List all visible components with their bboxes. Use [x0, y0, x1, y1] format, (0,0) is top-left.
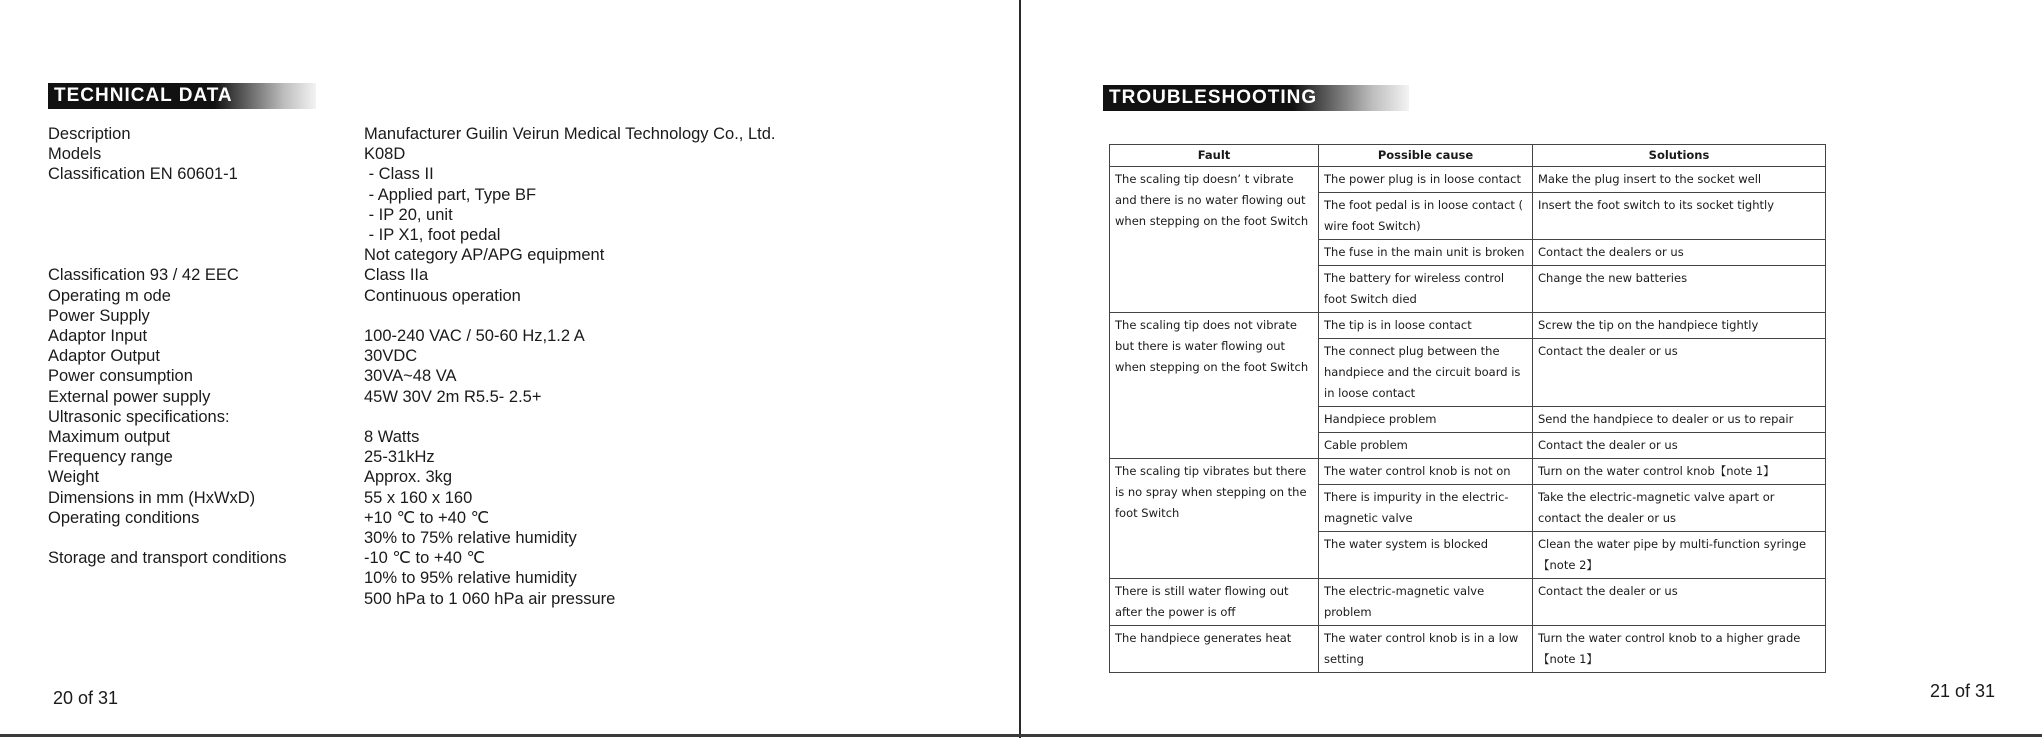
cause-cell: Cable problem: [1319, 433, 1533, 459]
spec-label: Maximum output: [48, 428, 170, 446]
page-right: [1021, 0, 2042, 738]
cause-cell: The power plug is in loose contact: [1319, 167, 1533, 193]
cause-cell: The fuse in the main unit is broken: [1319, 240, 1533, 266]
table-row: [1110, 459, 1826, 485]
spec-label: Dimensions in mm (HxWxD): [48, 488, 256, 507]
troubleshooting-table: [1109, 144, 1826, 673]
table-row: [1110, 313, 1826, 339]
spec-label: Operating m ode: [48, 286, 171, 305]
spec-label: External power supply: [48, 387, 211, 406]
cause-cell: The water system is blocked: [1319, 532, 1533, 579]
cause-cell: The connect plug between the handpiece and the circuit board is in loose contact: [1319, 339, 1533, 407]
spec-value: 500 hPa to 1 060 hPa air pressure: [364, 589, 616, 608]
spec-value: 25-31kHz: [364, 448, 435, 467]
page-number-right: 21 of 31: [1930, 681, 1996, 701]
solution-cell: Turn the water control knob to a higher grade【note 1】: [1533, 626, 1826, 673]
solution-cell: Turn on the water control knob【note 1】: [1533, 459, 1826, 485]
spec-value: K08D: [364, 145, 406, 164]
spec-value: 45W 30V 2m R5.5- 2.5+: [364, 387, 542, 406]
spec-label: Models: [48, 145, 102, 164]
cause-cell: The foot pedal is in loose contact ( wire foot Switch): [1319, 193, 1533, 240]
spec-value: 55 x 160 x 160: [364, 488, 473, 507]
solution-cell: Insert the foot switch to its socket tightly: [1533, 193, 1826, 240]
cause-cell: The water control knob is in a low setting: [1319, 626, 1533, 673]
solution-cell: Clean the water pipe by multi-function syringe【note 2】: [1533, 532, 1826, 579]
solution-cell: Take the electric-magnetic valve apart or contact the dealer or us: [1533, 485, 1826, 532]
spec-label: Description: [48, 125, 131, 143]
spec-value: Not category AP/APG equipment: [364, 246, 605, 265]
cause-cell: There is impurity in the electric-magnetic valve: [1319, 485, 1533, 532]
spec-value: Approx. 3kg: [364, 468, 453, 487]
fault-cell: There is still water flowing out after the power is off: [1110, 579, 1319, 626]
spec-label: Adaptor Input: [48, 327, 148, 345]
solution-cell: Send the handpiece to dealer or us to repair: [1533, 407, 1826, 433]
fault-cell: The scaling tip does not vibrate but there is water flowing out when stepping on the foot Switch: [1110, 313, 1319, 459]
spec-value: 100-240 VAC / 50-60 Hz,1.2 A: [364, 327, 585, 345]
solution-cell: Contact the dealers or us: [1533, 240, 1826, 266]
spec-value: Manufacturer Guilin Veirun Medical Technology Co., Ltd.: [364, 125, 776, 143]
solution-cell: Contact the dealer or us: [1533, 579, 1826, 626]
solution-cell: Change the new batteries: [1533, 266, 1826, 313]
spec-label: Operating conditions: [48, 508, 200, 527]
spec-value: 8 Watts: [364, 428, 420, 446]
spec-value: +10 ℃ to +40 ℃: [364, 508, 490, 527]
header-solutions: Solutions: [1533, 145, 1826, 167]
table-row: [1110, 626, 1826, 673]
spec-label: Classification EN 60601-1: [48, 165, 238, 184]
cause-cell: The battery for wireless control foot Switch died: [1319, 266, 1533, 313]
cause-cell: The electric-magnetic valve problem: [1319, 579, 1533, 626]
solution-cell: Make the plug insert to the socket well: [1533, 167, 1826, 193]
spec-value: 30% to 75% relative humidity: [364, 529, 577, 547]
page-number-left: 20 of 31: [53, 688, 119, 708]
troubleshooting-heading: TROUBLESHOOTING: [1103, 85, 1409, 111]
fault-cell: The scaling tip vibrates but there is no spray when stepping on the foot Switch: [1110, 459, 1319, 579]
header-possible-cause: Possible cause: [1319, 145, 1533, 167]
page-left: [0, 0, 1019, 738]
spec-label: Power consumption: [48, 367, 193, 386]
table-header-row: [1110, 145, 1826, 167]
header-fault: Fault: [1110, 145, 1319, 167]
spec-value: Continuous operation: [364, 286, 521, 305]
spec-label: Classification 93 / 42 EEC: [48, 266, 239, 285]
table-row: [1110, 167, 1826, 193]
spec-label: Frequency range: [48, 448, 173, 467]
spec-value: 10% to 95% relative humidity: [364, 569, 577, 588]
spec-value: 30VA~48 VA: [364, 367, 457, 386]
solution-cell: Contact the dealer or us: [1533, 339, 1826, 407]
cause-cell: The tip is in loose contact: [1319, 313, 1533, 339]
spec-value: -10 ℃ to +40 ℃: [364, 549, 485, 568]
table-row: [1110, 579, 1826, 626]
cause-cell: The water control knob is not on: [1319, 459, 1533, 485]
spec-label: Power Supply: [48, 306, 150, 325]
fault-cell: The scaling tip doesn’ t vibrate and there is no water flowing out when stepping on the foot Switch: [1110, 167, 1319, 313]
solution-cell: Screw the tip on the handpiece tightly: [1533, 313, 1826, 339]
spec-value: - IP 20, unit: [364, 205, 453, 224]
spec-value: - IP X1, foot pedal: [364, 226, 501, 244]
spec-value: - Class II: [364, 165, 434, 184]
spec-label: Weight: [48, 468, 100, 487]
spec-label: Adaptor Output: [48, 347, 160, 366]
bottom-rule: [0, 734, 2042, 737]
spec-value: Class IIa: [364, 266, 429, 285]
technical-data-heading: TECHNICAL DATA: [48, 83, 316, 109]
fault-cell: The handpiece generates heat: [1110, 626, 1319, 673]
spec-label: Ultrasonic specifications:: [48, 407, 230, 426]
cause-cell: Handpiece problem: [1319, 407, 1533, 433]
spec-value: - Applied part, Type BF: [364, 185, 537, 204]
spec-value: 30VDC: [364, 347, 418, 366]
spec-label: Storage and transport conditions: [48, 549, 287, 568]
solution-cell: Contact the dealer or us: [1533, 433, 1826, 459]
